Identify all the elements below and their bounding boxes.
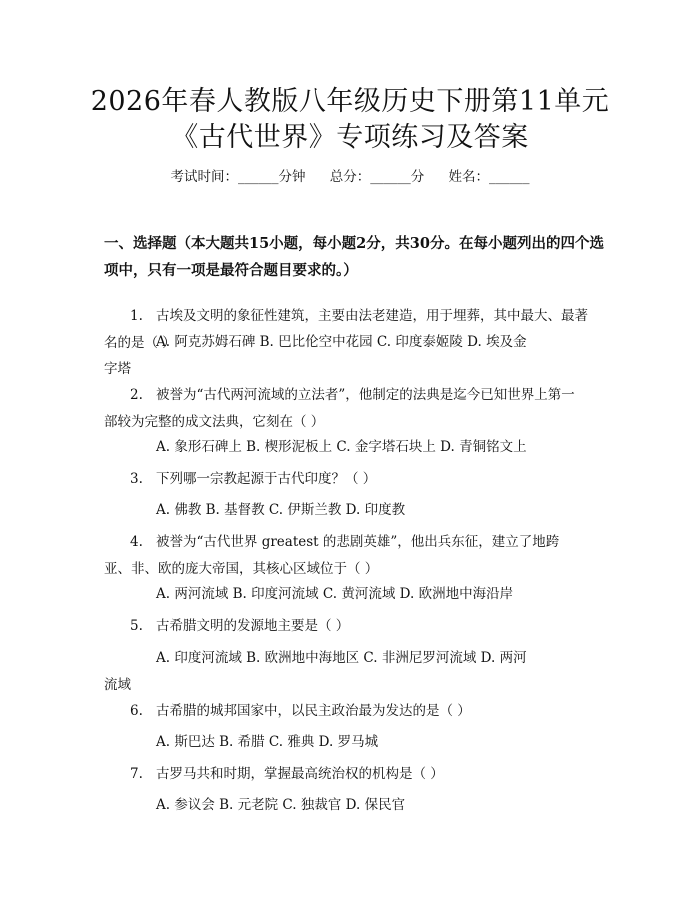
exam-score-field: 总分：______分 (329, 169, 425, 185)
question-3 (104, 466, 601, 493)
question-5 (104, 613, 601, 640)
question-number: 5. (130, 618, 143, 634)
question-stem: 古希腊的城邦国家中，以民主政治最为发达的是（ ） (156, 703, 471, 719)
question-number: 7. (130, 766, 143, 782)
question-7 (104, 761, 601, 788)
options-line: A. 斯巴达 B. 希腊 C. 雅典 D. 罗马城 (156, 734, 379, 750)
question-stem: 古罗马共和时期，掌握最高统治权的机构是（ ） (156, 766, 444, 782)
section-heading-line2: 项中，只有一项是最符合题目要求的。） (104, 262, 358, 279)
question-stem: 被誉为“古代世界 greatest 的悲剧英雄”，他出兵东征，建立了地跨 (156, 534, 560, 550)
question-stem: 被誉为“古代两河流域的立法者”，他制定的法典是迄今已知世界上第一 (156, 387, 575, 403)
question-2-options (104, 434, 601, 461)
options-line: A. 象形石碑上 B. 楔形泥板上 C. 金字塔石块上 D. 青铜铭文上 (156, 439, 527, 455)
doc-title-line1: 2026年春人教版八年级历史下册第11单元 (90, 86, 610, 117)
options-line-cont: 字塔 (104, 361, 131, 377)
question-6-options (104, 729, 601, 756)
question-1-options (104, 329, 601, 383)
question-number: 3. (130, 471, 143, 487)
doc-title-line2: 《古代世界》专项练习及答案 (171, 122, 529, 153)
question-stem-cont: 名的是（ ） (104, 335, 176, 351)
question-7-options (104, 792, 601, 819)
section-heading-line1: 一、选择题（本大题共15小题，每小题2分，共30分。在每小题列出的四个选 (104, 235, 604, 252)
question-number: 6. (130, 703, 143, 719)
question-stem: 下列哪一宗教起源于古代印度？（ ） (156, 471, 377, 487)
options-line: A. 佛教 B. 基督教 C. 伊斯兰教 D. 印度教 (156, 502, 406, 518)
question-stem: 古埃及文明的象征性建筑，主要由法老建造，用于埋葬，其中最大、最著 (156, 308, 588, 324)
question-number: 2. (130, 387, 143, 403)
question-4-options (104, 581, 601, 608)
exam-name-field: 姓名：______ (448, 169, 530, 185)
question-stem: 古希腊文明的发源地主要是（ ） (156, 618, 350, 634)
section-heading (104, 230, 609, 284)
question-stem-cont: 部较为完整的成文法典，它刻在（ ） (104, 414, 325, 430)
question-2 (104, 382, 601, 436)
question-6 (104, 698, 601, 725)
exam-time-field: 考试时间：______分钟 (170, 169, 306, 185)
exam-meta (0, 167, 700, 187)
question-5-options (104, 645, 601, 699)
question-3-options (104, 497, 601, 524)
options-line: A. 阿克苏姆石碑 B. 巴比伦空中花园 C. 印度泰姬陵 D. 埃及金 (156, 334, 527, 350)
options-line: A. 参议会 B. 元老院 C. 独裁官 D. 保民官 (156, 797, 406, 813)
question-number: 1. (130, 308, 143, 324)
options-line: A. 两河流域 B. 印度河流域 C. 黄河流域 D. 欧洲地中海沿岸 (156, 586, 514, 602)
question-stem-cont: 亚、非、欧的庞大帝国，其核心区域位于（ ） (104, 561, 379, 577)
question-4 (104, 529, 601, 583)
question-number: 4. (130, 534, 143, 550)
options-line: A. 印度河流域 B. 欧洲地中海地区 C. 非洲尼罗河流域 D. 两河 (156, 650, 527, 666)
options-line-cont: 流域 (104, 677, 131, 693)
